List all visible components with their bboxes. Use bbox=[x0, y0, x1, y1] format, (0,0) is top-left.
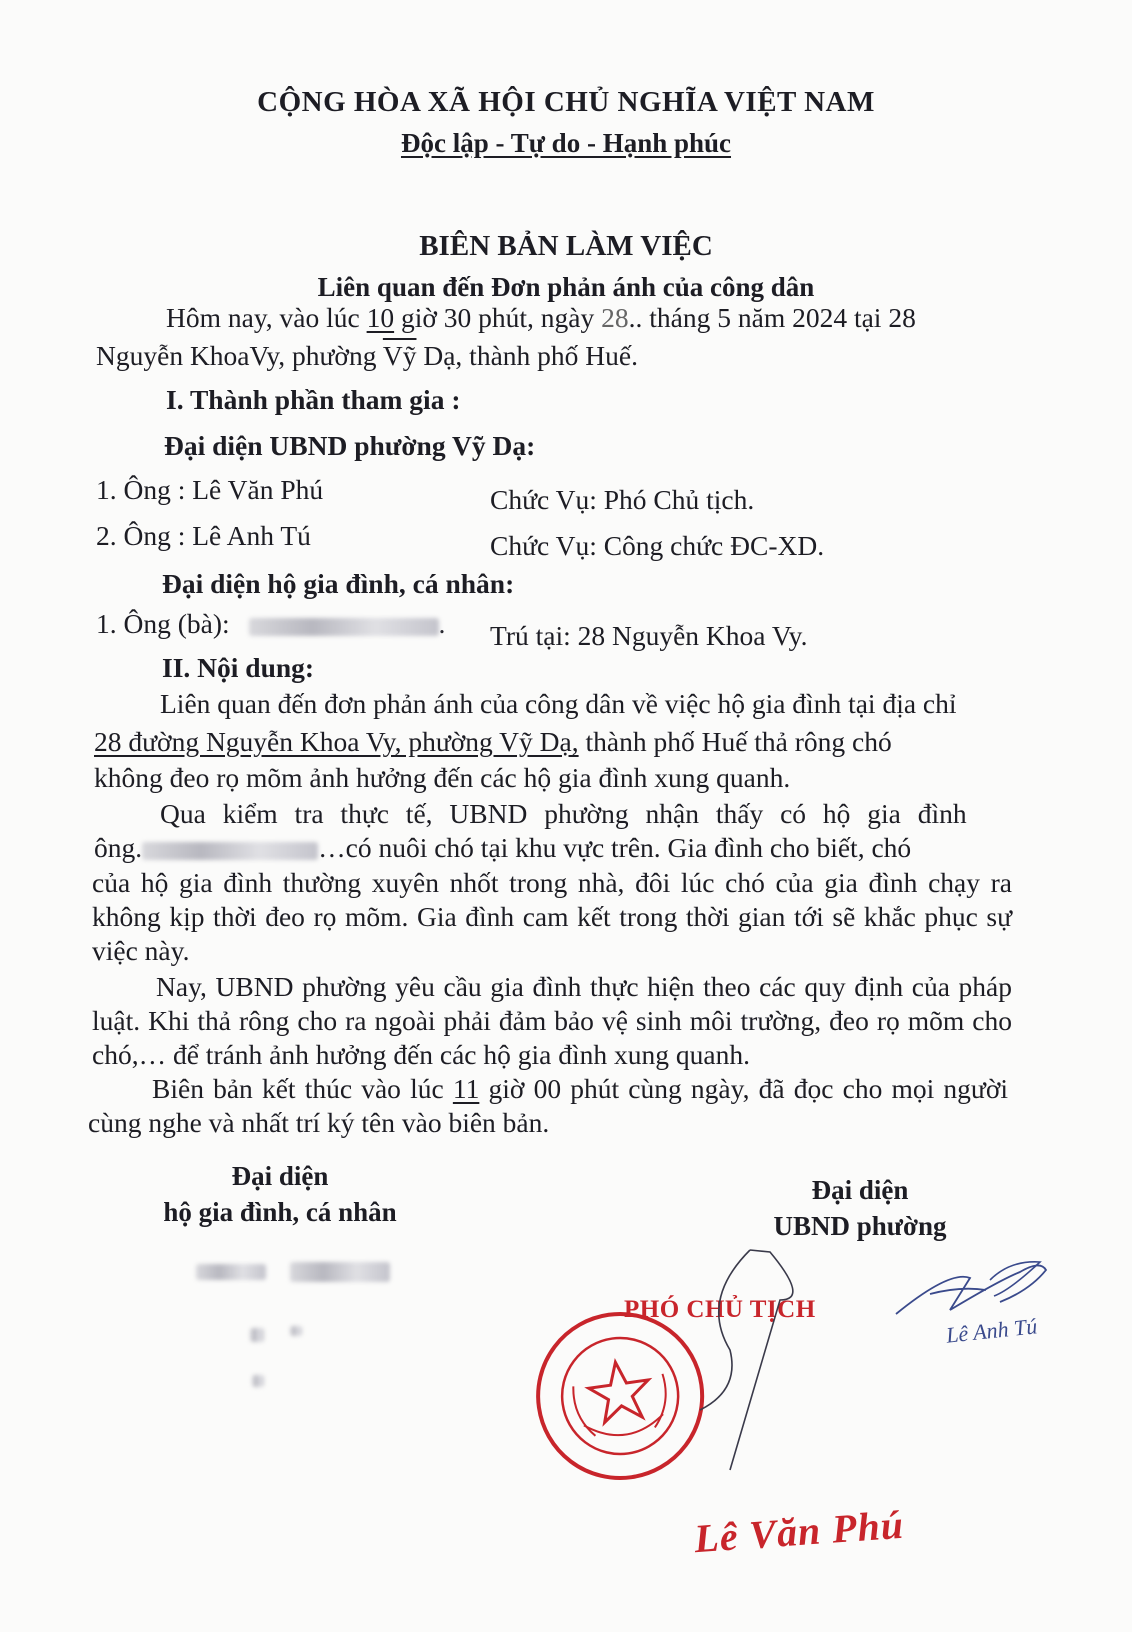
content-p4: Biên bản kết thúc vào lúc 11 giờ 00 phút cùng ngày, đã đọc cho mọi người cùng nghe và nhất trí ký tên vào biên bản. bbox=[88, 1073, 1009, 1138]
right-signature-block bbox=[740, 1172, 980, 1244]
household-person: 1. Ông (bà): . bbox=[96, 608, 446, 639]
intro-day: 28 bbox=[601, 302, 629, 333]
content-p3: Nay, UBND phường yêu cầu gia đình thực hiện theo các quy định của pháp luật. Khi thả rông cho ra ngoài phải đảm bảo vệ sinh môi trường, đeo rọ mõm cho chó,… để tránh ảnh hưởng đến các hộ gia đình xung quanh. bbox=[92, 971, 1012, 1070]
complaint-address: 28 đường Nguyễn Khoa Vy, phường Vỹ Dạ, bbox=[94, 726, 579, 757]
member-1-name: 1. Ông : Lê Văn Phú bbox=[96, 474, 324, 505]
member-2-name: 2. Ông : Lê Anh Tú bbox=[96, 520, 311, 551]
vice-chairman-signature bbox=[580, 1240, 830, 1490]
redacted-mark-3 bbox=[252, 1372, 264, 1390]
nation-heading: CỘNG HÒA XÃ HỘI CHỦ NGHĨA VIỆT NAM bbox=[257, 86, 875, 118]
intro-line-2: Nguyễn KhoaVy, phường $\overline{Vỹ}$ Dạ, thành phố Huế. bbox=[96, 340, 638, 371]
document-subtitle: Liên quan đến Đơn phản ánh của công dân bbox=[317, 272, 815, 302]
household-heading: Đại diện hộ gia đình, cá nhân: bbox=[162, 568, 515, 599]
content-p2-rest: của hộ gia đình thường xuyên nhốt trong nhà, đôi lúc chó của gia đình chạy ra không kịp thời đeo rọ mõm. Gia đình cam kết trong thời gian tới sẽ khắc phục sự việc này. bbox=[92, 867, 1012, 966]
content-p2-line2: ông. …có nuôi chó tại khu vực trên. Gia đình cho biết, chó bbox=[94, 832, 912, 863]
redacted-owner bbox=[142, 842, 318, 860]
member-1-role: Chức Vụ: Phó Chủ tịch. bbox=[490, 484, 755, 515]
left-sig-line2: hộ gia đình, cá nhân bbox=[163, 1197, 397, 1227]
motto bbox=[0, 128, 1132, 159]
right-sig-line2: UBND phường bbox=[773, 1211, 947, 1241]
signer-name: Lê Văn Phú bbox=[692, 1501, 906, 1562]
motto-text: Độc lập - Tự do - Hạnh phúc bbox=[400, 128, 732, 158]
section-1-heading: I. Thành phần tham gia : bbox=[166, 384, 461, 415]
document-title: BIÊN BẢN LÀM VIỆC bbox=[419, 230, 713, 262]
redacted-household-signature bbox=[196, 1262, 390, 1282]
section-2-heading: II. Nội dung: bbox=[162, 652, 315, 683]
content-p2-line1: Qua kiểm tra thực tế, UBND phường nhận thấy có hộ gia đình bbox=[160, 798, 967, 829]
member-2-role: Chức Vụ: Công chức ĐC-XD. bbox=[490, 530, 825, 561]
ubnd-heading: Đại diện UBND phường Vỹ Dạ: bbox=[164, 430, 536, 461]
intro-hour: 10 bbox=[366, 302, 395, 333]
end-hour: 11 bbox=[452, 1073, 480, 1104]
left-signature-block bbox=[130, 1158, 430, 1230]
stamp-title: PHÓ CHỦ TỊCH bbox=[624, 1296, 816, 1323]
redacted-name bbox=[249, 618, 439, 636]
right-sig-line1: Đại diện bbox=[811, 1175, 909, 1205]
content-p1-line1: Liên quan đến đơn phản ánh của công dân về việc hộ gia đình tại địa chỉ bbox=[160, 688, 957, 719]
intro-line-1: Hôm nay, vào lúc 10 giờ 30 phút, ngày 28.. tháng 5 năm 2024 tại 28 bbox=[166, 302, 916, 333]
intro-ward: $\overline{Vỹ}$ bbox=[382, 340, 417, 371]
household-address: Trú tại: 28 Nguyễn Khoa Vy. bbox=[490, 620, 808, 651]
redacted-mark-2 bbox=[290, 1322, 302, 1340]
content-p1-line3: không đeo rọ mõm ảnh hưởng đến các hộ gia đình xung quanh. bbox=[94, 762, 791, 793]
left-sig-line1: Đại diện bbox=[231, 1161, 329, 1191]
content-p1-line2: 28 đường Nguyễn Khoa Vy, phường Vỹ Dạ, thành phố Huế thả rông chó bbox=[94, 726, 892, 757]
redacted-mark-1 bbox=[250, 1326, 264, 1344]
officer-handwritten-name: Lê Anh Tú bbox=[944, 1313, 1039, 1348]
